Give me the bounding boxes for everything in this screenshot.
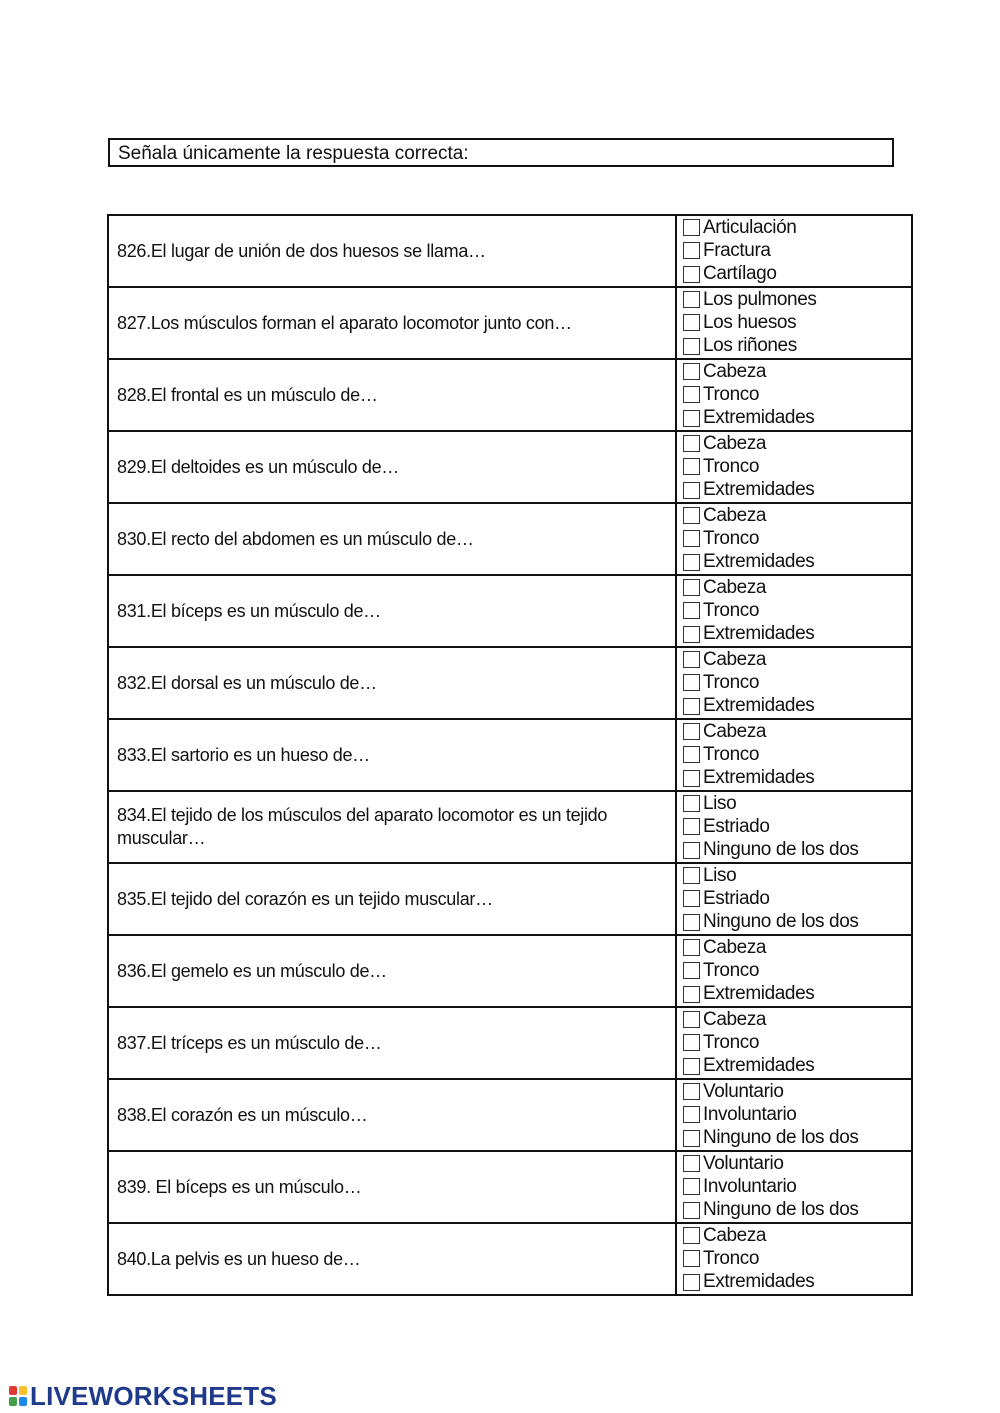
- answer-option-label: Involuntario: [703, 1103, 797, 1125]
- answer-option[interactable]: [683, 432, 911, 455]
- answer-option[interactable]: [683, 551, 911, 574]
- question-row: [108, 1007, 912, 1079]
- question-text: 827.Los músculos forman el aparato locomotor junto con…: [108, 287, 676, 359]
- answer-option-label: Cabeza: [703, 360, 767, 382]
- answer-option[interactable]: [683, 263, 911, 286]
- answer-option-label: Extremidades: [703, 1055, 815, 1077]
- answer-checkbox[interactable]: [683, 1034, 700, 1051]
- answer-checkbox[interactable]: [683, 939, 700, 956]
- answer-checkbox[interactable]: [683, 386, 700, 403]
- answer-option[interactable]: [683, 239, 911, 262]
- answer-option-label: Tronco: [703, 1031, 760, 1053]
- answer-checkbox[interactable]: [683, 986, 700, 1003]
- answer-checkbox[interactable]: [683, 1202, 700, 1219]
- question-row: [108, 791, 912, 863]
- answer-option-label: Extremidades: [703, 407, 815, 429]
- question-text: 828.El frontal es un músculo de…: [108, 359, 676, 431]
- answer-option[interactable]: [683, 1199, 911, 1222]
- quiz-table-body: [108, 215, 912, 1295]
- answer-option[interactable]: [683, 1055, 911, 1078]
- logo-square-blue: [19, 1397, 27, 1406]
- answer-options: [676, 1223, 912, 1295]
- answer-options: [676, 647, 912, 719]
- answer-checkbox[interactable]: [683, 626, 700, 643]
- answer-option[interactable]: [683, 1031, 911, 1054]
- answer-option-label: Cartílago: [703, 263, 777, 285]
- liveworksheets-logo: [8, 1381, 277, 1411]
- answer-options: [676, 431, 912, 503]
- answer-option[interactable]: [683, 288, 911, 311]
- answer-checkbox[interactable]: [683, 1083, 700, 1100]
- answer-options: [676, 215, 912, 287]
- answer-option[interactable]: [683, 1224, 911, 1247]
- answer-option-label: Ninguno de los dos: [703, 911, 859, 933]
- answer-option-label: Ninguno de los dos: [703, 1199, 859, 1221]
- answer-option-label: Tronco: [703, 383, 760, 405]
- answer-checkbox[interactable]: [683, 723, 700, 740]
- answer-option-label: Extremidades: [703, 623, 815, 645]
- answer-option[interactable]: [683, 623, 911, 646]
- answer-option-label: Tronco: [703, 743, 760, 765]
- answer-option-label: Los riñones: [703, 335, 797, 357]
- question-text: 831.El bíceps es un músculo de…: [108, 575, 676, 647]
- question-row: [108, 359, 912, 431]
- answer-option[interactable]: [683, 648, 911, 671]
- answer-checkbox[interactable]: [683, 1130, 700, 1147]
- answer-option-label: Tronco: [703, 671, 760, 693]
- answer-option-label: Cabeza: [703, 648, 767, 670]
- answer-option[interactable]: [683, 479, 911, 502]
- question-row: [108, 431, 912, 503]
- answer-checkbox[interactable]: [683, 914, 700, 931]
- answer-option[interactable]: [683, 839, 911, 862]
- question-row: [108, 935, 912, 1007]
- answer-option-label: Cabeza: [703, 1224, 767, 1246]
- answer-checkbox[interactable]: [683, 818, 700, 835]
- instruction-text: Señala únicamente la respuesta correcta:: [118, 143, 469, 164]
- answer-option[interactable]: [683, 1175, 911, 1198]
- answer-option[interactable]: [683, 407, 911, 430]
- answer-checkbox[interactable]: [683, 1155, 700, 1172]
- answer-checkbox[interactable]: [683, 1011, 700, 1028]
- answer-option-label: Extremidades: [703, 1271, 815, 1293]
- answer-option[interactable]: [683, 815, 911, 838]
- answer-option-label: Extremidades: [703, 479, 815, 501]
- answer-option[interactable]: [683, 671, 911, 694]
- answer-option-label: Tronco: [703, 455, 760, 477]
- quiz-table: [107, 214, 913, 1296]
- answer-checkbox[interactable]: [683, 363, 700, 380]
- logo-square-green: [9, 1397, 17, 1406]
- question-text: 832.El dorsal es un músculo de…: [108, 647, 676, 719]
- answer-option[interactable]: [683, 1080, 911, 1103]
- answer-checkbox[interactable]: [683, 482, 700, 499]
- question-text: 840.La pelvis es un hueso de…: [108, 1223, 676, 1295]
- answer-options: [676, 719, 912, 791]
- answer-option[interactable]: [683, 936, 911, 959]
- answer-option-label: Los pulmones: [703, 288, 817, 310]
- answer-option[interactable]: [683, 743, 911, 766]
- answer-option[interactable]: [683, 1008, 911, 1031]
- answer-option[interactable]: [683, 216, 911, 239]
- answer-options: [676, 1007, 912, 1079]
- answer-option[interactable]: [683, 1152, 911, 1175]
- question-text: 835.El tejido del corazón es un tejido muscular…: [108, 863, 676, 935]
- answer-option-label: Articulación: [703, 216, 797, 238]
- question-row: [108, 1079, 912, 1151]
- question-row: [108, 215, 912, 287]
- question-row: [108, 1151, 912, 1223]
- answer-checkbox[interactable]: [683, 1106, 700, 1123]
- answer-options: [676, 503, 912, 575]
- answer-option-label: Tronco: [703, 599, 760, 621]
- question-text: 836.El gemelo es un músculo de…: [108, 935, 676, 1007]
- answer-checkbox[interactable]: [683, 314, 700, 331]
- answer-option[interactable]: [683, 695, 911, 718]
- answer-option-label: Ninguno de los dos: [703, 839, 859, 861]
- answer-options: [676, 1151, 912, 1223]
- answer-option-label: Cabeza: [703, 432, 767, 454]
- answer-checkbox[interactable]: [683, 242, 700, 259]
- answer-option-label: Tronco: [703, 959, 760, 981]
- answer-checkbox[interactable]: [683, 435, 700, 452]
- answer-checkbox[interactable]: [683, 1227, 700, 1244]
- question-row: [108, 719, 912, 791]
- answer-checkbox[interactable]: [683, 1250, 700, 1267]
- answer-option-label: Extremidades: [703, 695, 815, 717]
- answer-option-label: Extremidades: [703, 767, 815, 789]
- answer-option[interactable]: [683, 887, 911, 910]
- answer-option[interactable]: [683, 383, 911, 406]
- answer-option-label: Cabeza: [703, 936, 767, 958]
- answer-checkbox[interactable]: [683, 458, 700, 475]
- answer-checkbox[interactable]: [683, 579, 700, 596]
- question-text: 837.El tríceps es un músculo de…: [108, 1007, 676, 1079]
- answer-option-label: Fractura: [703, 239, 771, 261]
- answer-option[interactable]: [683, 1271, 911, 1294]
- answer-option[interactable]: [683, 504, 911, 527]
- question-row: [108, 1223, 912, 1295]
- answer-option-label: Tronco: [703, 1247, 760, 1269]
- answer-checkbox[interactable]: [683, 291, 700, 308]
- question-text: 826.El lugar de unión de dos huesos se llama…: [108, 215, 676, 287]
- answer-checkbox[interactable]: [683, 962, 700, 979]
- answer-option-label: Voluntario: [703, 1080, 784, 1102]
- answer-option[interactable]: [683, 1247, 911, 1270]
- answer-option[interactable]: [683, 911, 911, 934]
- answer-option[interactable]: [683, 792, 911, 815]
- logo-text: LIVEWORKSHEETS: [30, 1380, 277, 1411]
- question-text: 838.El corazón es un músculo…: [108, 1079, 676, 1151]
- answer-option[interactable]: [683, 599, 911, 622]
- answer-checkbox[interactable]: [683, 842, 700, 859]
- question-text: 830.El recto del abdomen es un músculo de…: [108, 503, 676, 575]
- answer-checkbox[interactable]: [683, 674, 700, 691]
- answer-checkbox[interactable]: [683, 1274, 700, 1291]
- answer-option[interactable]: [683, 767, 911, 790]
- answer-option-label: Los huesos: [703, 311, 797, 333]
- question-row: [108, 647, 912, 719]
- answer-option[interactable]: [683, 335, 911, 358]
- answer-option-label: Cabeza: [703, 504, 767, 526]
- answer-option[interactable]: [683, 360, 911, 383]
- answer-checkbox[interactable]: [683, 602, 700, 619]
- answer-checkbox[interactable]: [683, 219, 700, 236]
- answer-options: [676, 359, 912, 431]
- instruction-box: [108, 138, 894, 167]
- question-row: [108, 287, 912, 359]
- question-text: 829.El deltoides es un músculo de…: [108, 431, 676, 503]
- liveworksheets-logo-icon: [8, 1385, 28, 1407]
- question-text: 839. El bíceps es un músculo…: [108, 1151, 676, 1223]
- answer-options: [676, 935, 912, 1007]
- answer-option[interactable]: [683, 864, 911, 887]
- answer-option-label: Ninguno de los dos: [703, 1127, 859, 1149]
- answer-checkbox[interactable]: [683, 554, 700, 571]
- answer-option[interactable]: [683, 983, 911, 1006]
- answer-option[interactable]: [683, 455, 911, 478]
- answer-option-label: Involuntario: [703, 1175, 797, 1197]
- answer-option-label: Estriado: [703, 887, 770, 909]
- answer-checkbox[interactable]: [683, 410, 700, 427]
- question-row: [108, 863, 912, 935]
- answer-checkbox[interactable]: [683, 867, 700, 884]
- logo-square-yellow: [19, 1386, 27, 1395]
- answer-checkbox[interactable]: [683, 890, 700, 907]
- answer-options: [676, 863, 912, 935]
- answer-option-label: Extremidades: [703, 983, 815, 1005]
- answer-checkbox[interactable]: [683, 1058, 700, 1075]
- question-text: 833.El sartorio es un hueso de…: [108, 719, 676, 791]
- answer-option[interactable]: [683, 527, 911, 550]
- answer-checkbox[interactable]: [683, 698, 700, 715]
- answer-options: [676, 791, 912, 863]
- question-text: 834.El tejido de los músculos del aparato locomotor es un tejido muscular…: [108, 791, 676, 863]
- answer-option-label: Liso: [703, 864, 737, 886]
- answer-option-label: Cabeza: [703, 1008, 767, 1030]
- answer-options: [676, 287, 912, 359]
- logo-square-red: [9, 1386, 17, 1395]
- answer-checkbox[interactable]: [683, 651, 700, 668]
- answer-option-label: Tronco: [703, 527, 760, 549]
- answer-options: [676, 575, 912, 647]
- answer-option[interactable]: [683, 720, 911, 743]
- answer-checkbox[interactable]: [683, 266, 700, 283]
- answer-checkbox[interactable]: [683, 507, 700, 524]
- answer-options: [676, 1079, 912, 1151]
- answer-checkbox[interactable]: [683, 338, 700, 355]
- answer-option[interactable]: [683, 576, 911, 599]
- answer-checkbox[interactable]: [683, 770, 700, 787]
- answer-option-label: Voluntario: [703, 1152, 784, 1174]
- answer-checkbox[interactable]: [683, 530, 700, 547]
- answer-checkbox[interactable]: [683, 746, 700, 763]
- answer-option-label: Estriado: [703, 815, 770, 837]
- answer-option-label: Cabeza: [703, 720, 767, 742]
- question-row: [108, 575, 912, 647]
- answer-option-label: Liso: [703, 792, 737, 814]
- answer-option[interactable]: [683, 1127, 911, 1150]
- answer-option-label: Cabeza: [703, 576, 767, 598]
- answer-option-label: Extremidades: [703, 551, 815, 573]
- answer-checkbox[interactable]: [683, 1178, 700, 1195]
- answer-option[interactable]: [683, 1103, 911, 1126]
- question-row: [108, 503, 912, 575]
- answer-option[interactable]: [683, 311, 911, 334]
- answer-option[interactable]: [683, 959, 911, 982]
- answer-checkbox[interactable]: [683, 795, 700, 812]
